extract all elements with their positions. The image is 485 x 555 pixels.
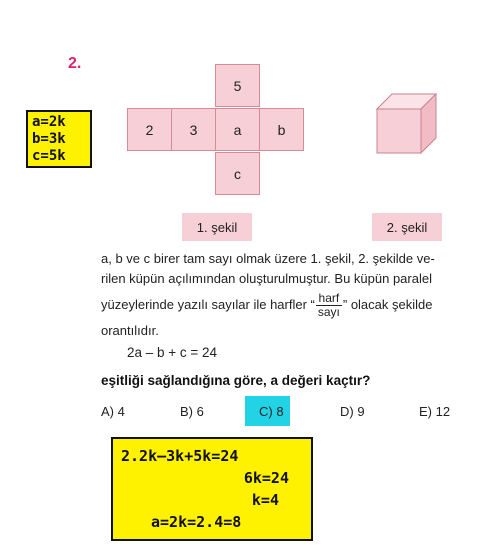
note-line: c=5k	[32, 148, 66, 164]
solution-line: a=2k=2.4=8	[151, 513, 242, 531]
net-face-left1: 3	[171, 108, 216, 151]
text-line: a, b ve c birer tam sayı olmak üzere 1. şekil, 2. şekilde ve-	[101, 251, 435, 266]
cube-figure	[376, 93, 438, 157]
option-d[interactable]: D) 9	[340, 404, 365, 419]
option-c[interactable]: C) 8	[259, 404, 284, 419]
problem-text	[101, 249, 473, 341]
text-line-with-fraction	[101, 289, 473, 321]
solution-line: 2.2k–3k+5k=24	[121, 447, 239, 465]
caption-figure-1: 1. şekil	[182, 213, 252, 241]
equation: 2a – b + c = 24	[127, 345, 218, 360]
option-a[interactable]: A) 4	[101, 404, 125, 419]
handwritten-note	[26, 110, 92, 168]
caption-figure-2: 2. şekil	[372, 213, 442, 241]
text-line: rilen küpün açılımından oluşturulmuştur. Bu küpün paralel	[101, 271, 432, 286]
net-face-center: a	[215, 108, 260, 151]
ratio-fraction	[316, 292, 342, 319]
fraction-denominator: sayı	[317, 304, 340, 319]
net-face-top: 5	[215, 64, 260, 107]
net-face-left2: 2	[127, 108, 172, 151]
note-line: b=3k	[32, 131, 66, 147]
net-face-bottom: c	[215, 152, 260, 195]
question-prompt: eşitliği sağlandığına göre, a değeri kaçtır?	[101, 373, 371, 388]
question-number: 2.	[68, 55, 82, 72]
text-line: orantılıdır.	[101, 323, 159, 338]
option-b[interactable]: B) 6	[180, 404, 204, 419]
text-after-fraction: ” olacak şekilde	[342, 297, 433, 312]
option-e[interactable]: E) 12	[419, 404, 451, 419]
fraction-numerator: harf	[316, 292, 342, 306]
solution-line: 6k=24	[243, 469, 289, 487]
handwritten-solution	[111, 437, 313, 541]
net-face-right: b	[259, 108, 304, 151]
text-before-fraction: yüzeylerinde yazılı sayılar ile harfler “	[101, 297, 315, 312]
note-line: a=2k	[32, 114, 66, 130]
solution-line: k=4	[251, 491, 279, 509]
